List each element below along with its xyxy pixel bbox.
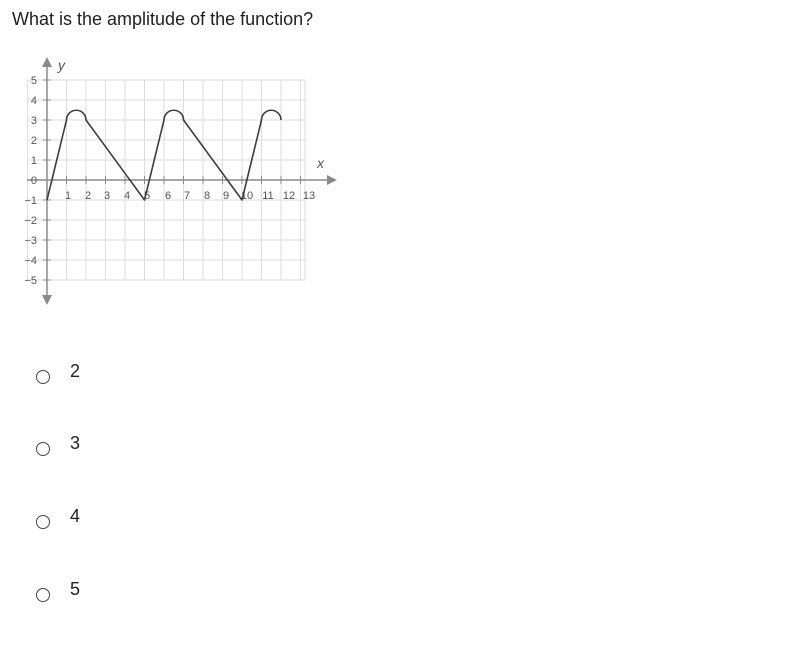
choice-label: 4 (70, 506, 81, 526)
x-tick-label: 12 (282, 190, 296, 202)
x-tick-label: 13 (302, 190, 316, 202)
x-axis-label: x (317, 155, 324, 171)
choice-label: 3 (70, 433, 81, 453)
y-tick-label: 0 (30, 175, 37, 187)
x-tick-label: 4 (123, 190, 131, 202)
radio-button[interactable] (36, 370, 50, 384)
x-tick-label: 1 (64, 190, 72, 202)
question-text: What is the amplitude of the function? (12, 9, 314, 29)
answer-choice-5[interactable] (36, 578, 156, 608)
y-tick-label: 1 (30, 155, 37, 167)
y-axis-label: y (58, 57, 65, 73)
answer-choice-4[interactable] (36, 505, 156, 535)
x-tick-label: 10 (240, 190, 254, 202)
y-tick-label: 5 (30, 75, 37, 87)
y-tick-label: −4 (24, 255, 37, 267)
x-tick-label: 9 (222, 190, 230, 202)
y-tick-label: −3 (24, 235, 37, 247)
answer-choice-3[interactable] (36, 432, 156, 462)
choice-label: 2 (70, 361, 81, 381)
y-tick-label: −1 (24, 195, 37, 207)
x-tick-label: 11 (262, 190, 274, 202)
x-tick-label: 5 (143, 190, 151, 202)
x-tick-label: 3 (103, 190, 111, 202)
choice-label: 5 (70, 579, 81, 599)
radio-button[interactable] (36, 515, 50, 529)
radio-button[interactable] (36, 588, 50, 602)
x-tick-label: 6 (164, 190, 172, 202)
y-tick-label: 2 (30, 135, 37, 147)
function-graph (0, 50, 360, 315)
radio-button[interactable] (36, 442, 50, 456)
x-tick-label: 2 (84, 190, 92, 202)
y-tick-label: −5 (24, 275, 37, 287)
x-tick-label: 7 (183, 190, 191, 202)
y-tick-label: 3 (30, 115, 37, 127)
answer-choice-2[interactable] (36, 360, 156, 390)
y-tick-label: −2 (24, 215, 37, 227)
y-tick-label: 4 (30, 95, 37, 107)
x-tick-label: 8 (203, 190, 211, 202)
